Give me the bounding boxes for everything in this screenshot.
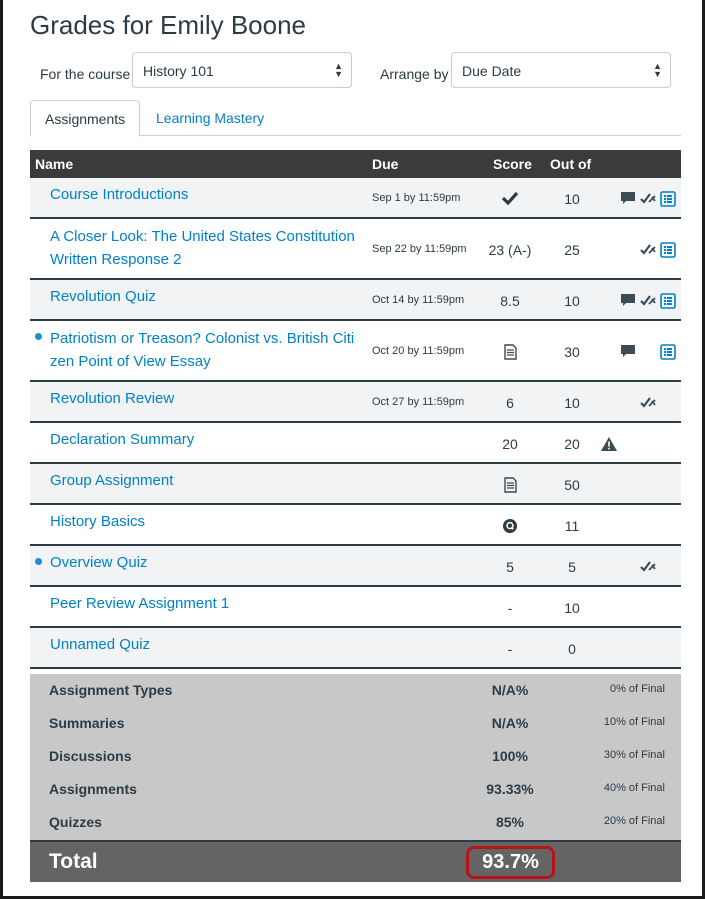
summary-row [30, 740, 681, 773]
details-icon[interactable] [660, 344, 676, 365]
summary-value: 85% [495, 814, 525, 830]
due-date: Oct 27 by 11:59pm [372, 396, 465, 408]
points-possible: 5 [568, 559, 576, 575]
assignment-name-line1: Revolution Quiz [50, 288, 156, 305]
points-possible: 30 [564, 344, 580, 360]
header-out-of[interactable]: Out of [550, 156, 592, 172]
assignment-name-line2: Written Response 2 [50, 251, 182, 268]
unread-indicator [35, 558, 42, 565]
summary-weight: 20% of Final [603, 815, 665, 827]
table-row [30, 628, 681, 669]
summary-name: Assignments [49, 781, 137, 797]
summary-weight: 0% of Final [609, 683, 665, 695]
table-row [30, 587, 681, 628]
assignment-name-line1: Patriotism or Treason? Colonist vs. British Citi [50, 330, 355, 347]
points-possible: 10 [564, 293, 580, 309]
comment-icon[interactable] [620, 344, 636, 364]
summary-row [30, 806, 681, 839]
score [480, 518, 540, 537]
assignment-name-line2: zen Point of View Essay [50, 353, 211, 370]
grade-tabs [30, 100, 681, 136]
assignment-name-line1: History Basics [50, 513, 146, 530]
total-value: 93.7% [466, 846, 555, 879]
page-title: Grades for Emily Boone [30, 10, 307, 40]
points-possible: 10 [564, 191, 580, 207]
tab-learning-mastery[interactable]: Learning Mastery [156, 110, 265, 126]
document-icon [504, 480, 517, 496]
due-date: Oct 20 by 11:59pm [372, 345, 465, 357]
table-row [30, 546, 681, 587]
assignment-name-line1: Course Introductions [50, 186, 189, 203]
chevron-updown-icon: ▲ ▼ [653, 61, 662, 79]
score [480, 344, 540, 363]
assignment-link[interactable] [50, 387, 174, 410]
rubric-icon[interactable] [640, 191, 657, 211]
assignment-link[interactable] [50, 183, 188, 206]
assignment-link[interactable] [50, 633, 150, 656]
total-row [30, 840, 681, 882]
assignment-link[interactable] [50, 510, 145, 533]
due-date: Oct 14 by 11:59pm [372, 294, 465, 306]
table-row [30, 464, 681, 505]
course-select-value: History 101 [143, 63, 214, 79]
chevron-updown-icon: ▲ ▼ [334, 61, 343, 79]
points-possible: 10 [564, 395, 580, 411]
score: 8.5 [500, 293, 520, 309]
document-icon [504, 347, 517, 363]
points-possible: 0 [568, 641, 576, 657]
assignment-link[interactable] [50, 551, 148, 574]
rubric-icon[interactable] [640, 559, 657, 579]
rubric-icon[interactable] [640, 293, 657, 313]
table-row [30, 280, 681, 321]
details-icon[interactable] [660, 191, 676, 212]
table-row [30, 505, 681, 546]
header-score[interactable]: Score [493, 156, 532, 172]
assignment-name-line1: A Closer Look: The United States Constitution [50, 228, 355, 245]
grades-table [30, 150, 681, 669]
score: 6 [506, 395, 514, 411]
assignment-name-line1: Peer Review Assignment 1 [50, 595, 230, 612]
summary-weight: 40% of Final [603, 782, 665, 794]
arrange-select[interactable] [451, 52, 671, 88]
assignment-link[interactable] [50, 327, 354, 373]
arrange-select-value: Due Date [462, 63, 522, 79]
score: 20 [502, 436, 518, 452]
due-date: Sep 1 by 11:59pm [372, 192, 461, 204]
rubric-icon[interactable] [640, 242, 657, 262]
table-row [30, 178, 681, 219]
score: - [507, 641, 513, 657]
header-name[interactable]: Name [35, 156, 74, 172]
unread-indicator [35, 333, 42, 340]
quiz-icon [502, 521, 518, 537]
total-label: Total [49, 850, 98, 873]
summary-name: Discussions [49, 748, 132, 764]
summary-row [30, 707, 681, 740]
assignment-link[interactable] [50, 225, 355, 271]
score [480, 191, 540, 208]
rubric-icon[interactable] [640, 395, 657, 415]
assignment-link[interactable] [50, 592, 229, 615]
points-possible: 11 [564, 518, 580, 534]
summary-value: 93.33% [486, 781, 534, 797]
summary-weight: 30% of Final [603, 749, 665, 761]
points-possible: 10 [564, 600, 580, 616]
score [480, 477, 540, 496]
assignment-name-line1: Overview Quiz [50, 554, 148, 571]
assignment-link[interactable] [50, 285, 156, 308]
summary-row [30, 773, 681, 806]
course-label: For the course [40, 66, 131, 82]
summary-value: N/A% [491, 715, 529, 731]
points-possible: 25 [564, 242, 580, 258]
checkmark-icon [501, 192, 519, 208]
summary-value: 100% [492, 748, 528, 764]
assignment-link[interactable] [50, 428, 194, 451]
comment-icon[interactable] [620, 293, 636, 313]
table-row [30, 321, 681, 382]
table-row [30, 382, 681, 423]
details-icon[interactable] [660, 242, 676, 263]
summary-row [30, 674, 681, 707]
warning-icon [600, 436, 618, 457]
comment-icon[interactable] [620, 191, 636, 211]
assignment-name-line1: Revolution Review [50, 390, 175, 407]
score: 5 [506, 559, 514, 575]
tab-assignments[interactable]: Assignments [30, 100, 140, 137]
table-row [30, 219, 681, 280]
table-body [30, 178, 681, 669]
assignment-name-line1: Group Assignment [50, 472, 174, 489]
assignment-link[interactable] [50, 469, 173, 492]
summary-weight: 10% of Final [603, 716, 665, 728]
summary-value: N/A% [491, 682, 529, 698]
assignment-name-line1: Unnamed Quiz [50, 636, 151, 653]
course-select[interactable] [132, 52, 352, 88]
table-row [30, 423, 681, 464]
due-date: Sep 22 by 11:59pm [372, 243, 467, 255]
summary-name: Quizzes [49, 814, 102, 830]
details-icon[interactable] [660, 293, 676, 314]
assignment-name-line1: Declaration Summary [50, 431, 195, 448]
points-possible: 20 [564, 436, 580, 452]
arrange-label: Arrange by [380, 66, 449, 82]
summary-name: Summaries [49, 715, 125, 731]
score: 23 (A-) [488, 242, 532, 258]
header-due[interactable]: Due [372, 156, 399, 172]
summary-name: Assignment Types [49, 682, 173, 698]
score: - [507, 600, 513, 616]
table-header [30, 150, 681, 178]
grade-summary [30, 674, 681, 840]
points-possible: 50 [564, 477, 580, 493]
